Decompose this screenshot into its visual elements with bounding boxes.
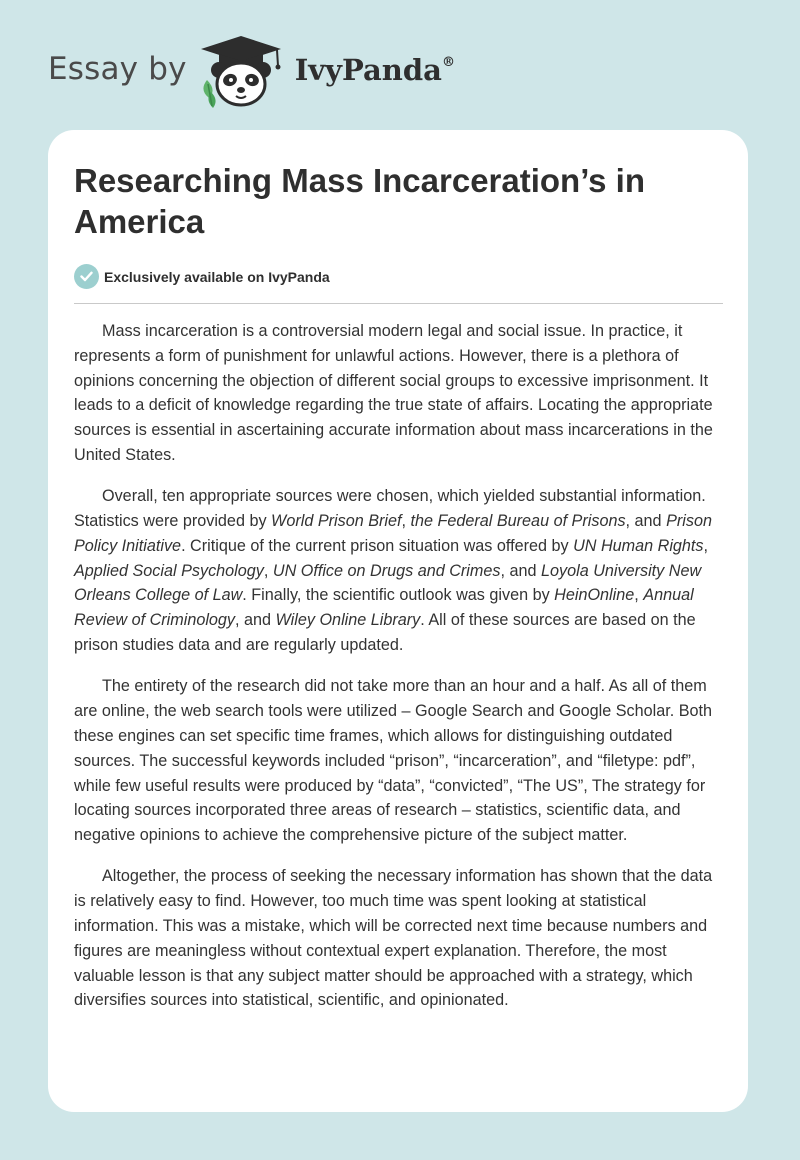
paragraph-text: ,: [634, 586, 644, 605]
source-title: Applied Social Psychology: [74, 561, 264, 580]
registered-mark: ®: [441, 55, 455, 70]
brand-name[interactable]: IvyPanda®: [294, 53, 455, 87]
title-divider: [74, 303, 723, 304]
paragraph-text: ,: [703, 536, 709, 555]
source-title: UN Human Rights: [573, 536, 704, 555]
essay-paragraph: [74, 864, 726, 1013]
paragraph-text: The entirety of the research did not take more than an hour and a half. As all of them are online, the web search tools were utilized – Google Search and Google Scholar. Both these engines can set specific time frames, which allows for distinguishing outdated sources. The successful keywords included “prison”, “incarceration”, and “filetype: pdf”, while few useful results were produced by “data”, “convicted”, “The US”, The strategy for locating sources incorporated three areas of research – statistics, scientific data, and negative opinions to achieve the comprehensive picture of the subject matter.: [74, 677, 712, 845]
essay-card: [48, 130, 748, 1112]
paragraph-text: , and: [235, 611, 276, 630]
paragraph-text: Altogether, the process of seeking the necessary information has shown that the data is relatively easy to find. However, too much time was spent looking at statistical information. This was a mistake, which will be corrected next time because numbers and figures are meaningless without contextual expert explanation. Therefore, the most valuable lesson is that any subject matter should be approached with a strategy, which diversifies sources into statistical, scientific, and opinionated.: [74, 867, 713, 1010]
paragraph-text: ,: [401, 512, 411, 531]
essay-paragraph: [74, 674, 726, 848]
paragraph-text: , and: [625, 512, 667, 531]
paragraph-text: , and: [500, 561, 541, 580]
paragraph-text: . Finally, the scientific outlook was given by: [242, 586, 555, 605]
paragraph-text: . All of these sources are based on the prison studies data and are regularly updated.: [74, 611, 696, 655]
exclusive-text: Exclusively available on IvyPanda: [104, 268, 330, 285]
site-header: [48, 34, 455, 110]
essay-paragraph: [74, 319, 726, 468]
paragraph-text: . Critique of the current prison situation was offered by: [181, 536, 574, 555]
source-title: World Prison Brief: [271, 512, 402, 531]
essay-body: [74, 319, 726, 1030]
check-circle-icon: [74, 264, 99, 289]
source-title: Wiley Online Library: [275, 611, 421, 630]
source-title: UN Office on Drugs and Crimes: [272, 561, 501, 580]
source-title: Loyola University New Orleans College of Law: [74, 561, 702, 605]
paragraph-text: Mass incarceration is a controversial modern legal and social issue. In practice, it represents a form of punishment for unlawful actions. However, there is a plethora of opinions concerning the objection of different social groups to excessive imprisonment. It leads to a deficit of knowledge regarding the true state of affairs. Locating the appropriate sources is essential in ascertaining accurate information about mass incarcerations in the United States.: [74, 322, 713, 464]
panda-logo-icon[interactable]: [201, 34, 293, 110]
exclusive-badge: [74, 264, 330, 289]
essay-paragraph: [74, 484, 726, 658]
paragraph-text: ,: [263, 561, 273, 580]
source-title: HeinOnline: [554, 586, 635, 605]
essay-title: Researching Mass Incarceration’s in America: [74, 162, 646, 240]
source-title: Prison Policy Initiative: [74, 512, 712, 555]
paragraph-text: Overall, ten appropriate sources were chosen, which yielded substantial information. Statistics were provided by: [74, 487, 706, 531]
source-title: Annual Review of Criminology: [74, 586, 694, 630]
essay-by-label: Essay by: [48, 51, 187, 87]
source-title: the Federal Bureau of Prisons: [410, 512, 626, 531]
